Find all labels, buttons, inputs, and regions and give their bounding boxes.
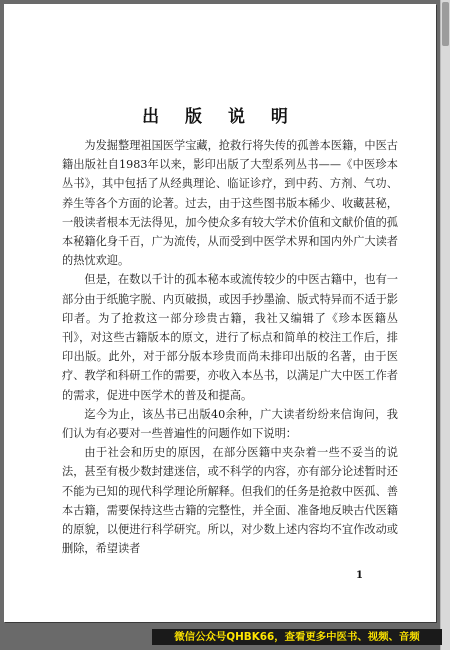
paragraph-1: 为发掘整理祖国医学宝藏，抢救行将失传的孤善本医籍，中医古籍出版社自1983年以来，影印出版了大型系列丛书——《中医珍本丛书》，其中包括了从经典理论、临证诊疗，到中药、方剂、气功、养生等各个方面的论著。过去，由于这些图书版本稀少、收藏甚秘，一般读者根本无法得见，加今使众多有较大学术价值和文献价值的孤本秘籍化身千百，广为流传，从而受到中医学术界和国内外广大读者的热忱欢迎。	[62, 139, 398, 268]
body-text	[62, 136, 398, 558]
paragraph-3: 迄今为止，该丛书已出版40余种，广大读者纷纷来信询问，我们认为有必要对一些普遍性的问题作如下说明：	[62, 407, 398, 441]
paragraph-2: 但是，在数以千计的孤本秘本或流传较少的中医古籍中，也有一部分由于纸脆字脱、内页破损，或因手抄墨渝、版式特异而不适于影印者。为了抢救这一部分珍贵古籍，我社又编辑了《珍本医籍丛刊》，对这些古籍版本的原文，进行了标点和简单的校注工作后，排印出版。此外，对于部分版本珍贵而尚未排印出版的名著，由于医疗、教学和科研工作的需要，亦收入本丛书，以满足广大中医工作者的需求，促进中医学术的普及和提高。	[62, 273, 398, 402]
document-page	[4, 4, 436, 622]
page-number: 1	[356, 570, 363, 581]
promo-banner: 微信公众号QHBK66，查看更多中医书、视频、音频	[152, 629, 442, 645]
page-title: 出 版 说 明	[142, 107, 298, 127]
vertical-scrollbar[interactable]	[440, 0, 450, 650]
scrollbar-thumb[interactable]	[442, 2, 449, 46]
paragraph-4: 由于社会和历史的原因，在部分医籍中夹杂着一些不妥当的说法，甚至有极少数封建迷信，或不科学的内容，亦有部分论述暂时还不能为已知的现代科学理论所解释。但我们的任务是抢救中医孤、善本古籍，需要保持这些古籍的完整性，并全面、准备地反映古代医籍的原貌，以便进行科学研究。所以，对少数上述内容均不宜作改动或删除，希望读者	[62, 446, 398, 556]
